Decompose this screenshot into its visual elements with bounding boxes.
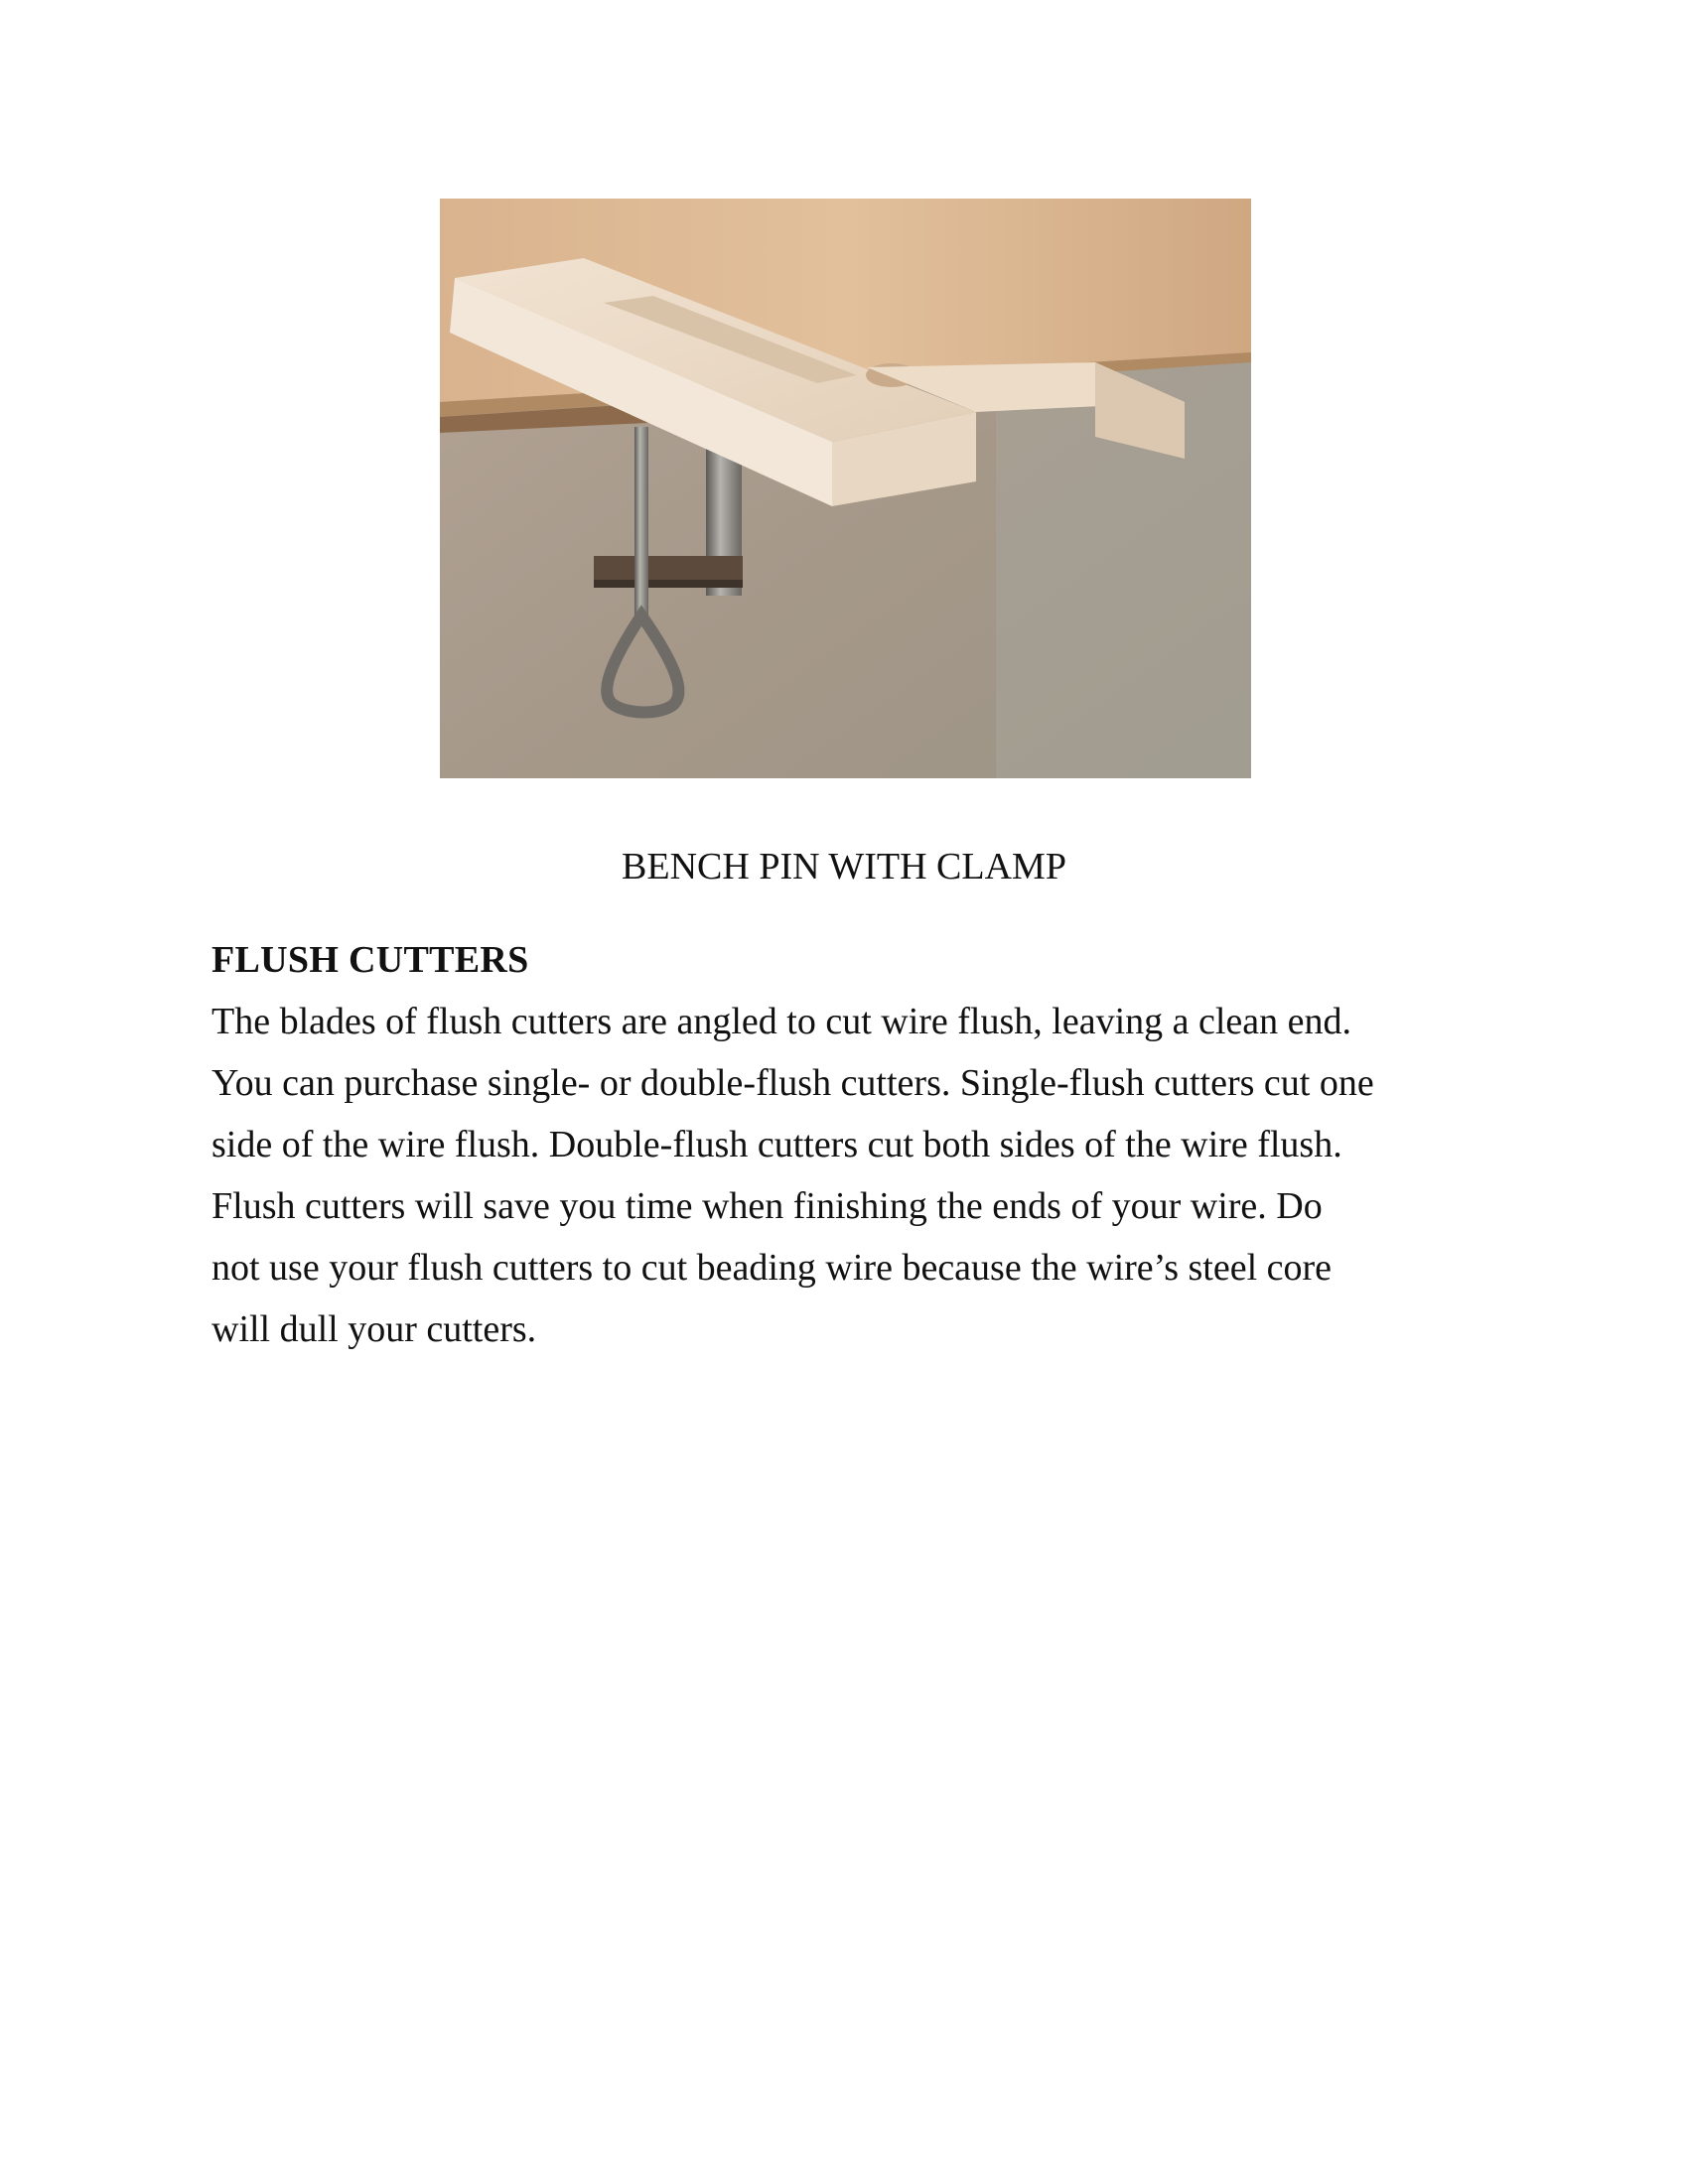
section-heading: FLUSH CUTTERS [211, 939, 529, 981]
figure-caption: BENCH PIN WITH CLAMP [622, 846, 1066, 887]
flush-cutters-section [211, 935, 1502, 1360]
body-line: Flush cutters will save you time when finishing the ends of your wire. Do [211, 1185, 1323, 1227]
body-line: The blades of flush cutters are angled to cut wire flush, leaving a clean end. [211, 1001, 1352, 1042]
body-line: side of the wire flush. Double-flush cutters cut both sides of the wire flush. [211, 1124, 1342, 1165]
bench-pin-photo [440, 199, 1251, 778]
section-body [211, 991, 1502, 1360]
body-line: You can purchase single- or double-flush cutters. Single-flush cutters cut one [211, 1062, 1374, 1104]
body-line: will dull your cutters. [211, 1308, 537, 1350]
body-line: not use your flush cutters to cut beading wire because the wire’s steel core [211, 1247, 1333, 1289]
